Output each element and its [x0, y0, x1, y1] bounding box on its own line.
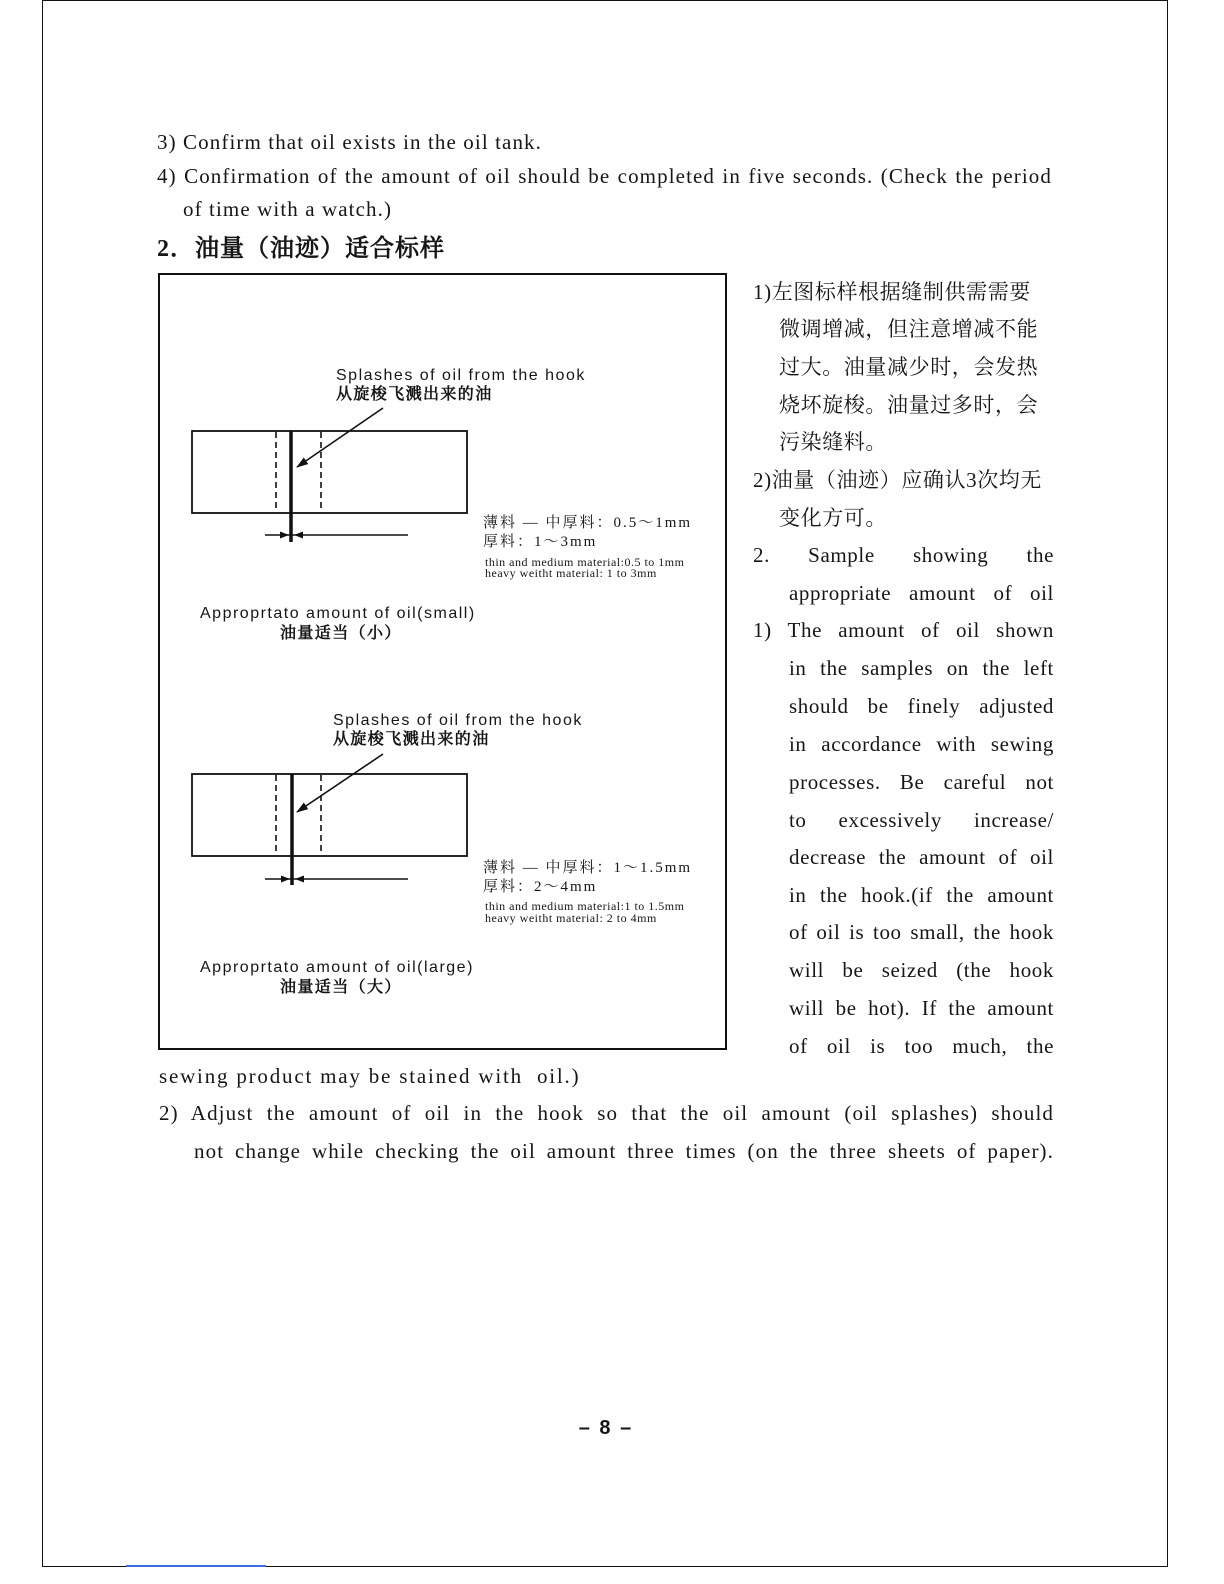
- sample-large-leader-arrow: [297, 754, 383, 812]
- sample-small-spec-en-line-2: heavy weitht material: 1 to 3mm: [485, 566, 657, 580]
- sample-small-callout-zh: 从旋梭飞溅出来的油: [336, 386, 493, 403]
- side-note-en-line-9: decrease the amount of oil: [789, 845, 1054, 869]
- step-2-text-line-1: 2) Adjust the amount of oil in the hook so that the oil amount (oil splashes) should: [159, 1101, 1054, 1125]
- side-note-zh-line-2: 微调增减，但注意增减不能: [779, 317, 1039, 341]
- side-note-en-line-12: will be seized (the hook: [789, 958, 1054, 982]
- sample-large-callout-zh: 从旋梭飞溅出来的油: [333, 731, 490, 748]
- intro-step-4-text-line-1: 4) Confirmation of the amount of oil should be completed in five seconds. (Check the period: [157, 164, 1052, 188]
- side-note-en-line-14: of oil is too much, the: [789, 1034, 1054, 1058]
- side-note-zh-line-4: 烧坏旋梭。油量过多时，会: [779, 393, 1039, 417]
- sample-small-spec-zh-line-2: 厚料：1～3mm: [483, 534, 598, 550]
- side-note-en-line-5: should be finely adjusted: [789, 694, 1054, 718]
- side-note-en-line-4: in the samples on the left: [789, 656, 1054, 680]
- intro-step-3-text: 3) Confirm that oil exists in the oil tank.: [157, 130, 543, 154]
- side-note-en-line-8: to excessively increase/: [789, 808, 1054, 832]
- step-2-text-line-2: not change while checking the oil amount three times (on the three sheets of paper).: [194, 1139, 1054, 1163]
- side-note-zh-line-1: 1)左图标样根据缝制供需需要: [753, 280, 1031, 304]
- section-heading: 2．油量（油迹）适合标样: [157, 236, 445, 262]
- side-note-zh-line-6: 2)油量（油迹）应确认3次均无: [753, 468, 1042, 492]
- side-note-zh-line-3: 过大。油量减少时，会发热: [779, 355, 1039, 379]
- side-note-en-line-1: 2. Sample showing the: [753, 543, 1054, 567]
- side-note-zh-line-7: 变化方可。: [779, 506, 887, 530]
- side-note-zh-line-5: 污染缝料。: [779, 430, 887, 454]
- sample-large-spec-en-line-2: heavy weitht material: 2 to 4mm: [485, 911, 657, 925]
- side-note-en-line-2: appropriate amount of oil: [789, 581, 1054, 605]
- side-note-en-line-13: will be hot). If the amount: [789, 996, 1054, 1020]
- sample-small-measure-arrow-right: [294, 532, 303, 539]
- sample-large-spec-zh-line-1: 薄料 — 中厚料：1～1.5mm: [483, 860, 693, 876]
- sample-large-caption-en: Approprtato amount of oil(large): [200, 959, 474, 976]
- page-number: – 8 –: [578, 1417, 634, 1439]
- sample-small-spec-zh-line-1: 薄料 — 中厚料：0.5～1mm: [483, 515, 693, 531]
- sample-small-caption-en: Approprtato amount of oil(small): [200, 605, 476, 622]
- sample-large-measure-arrow-left: [281, 876, 290, 883]
- side-note-en-line-3: 1) The amount of oil shown: [753, 618, 1054, 642]
- continuation-text-line: sewing product may be stained with oil.): [159, 1064, 581, 1088]
- sample-large-measure-arrow-right: [295, 876, 304, 883]
- intro-step-4-text-line-2: of time with a watch.): [183, 197, 393, 221]
- sample-small-material-rect: [192, 431, 467, 513]
- side-note-en-line-6: in accordance with sewing: [789, 732, 1054, 756]
- sample-large-spec-en-line-1: thin and medium material:1 to 1.5mm: [485, 899, 685, 913]
- sample-large-callout-en: Splashes of oil from the hook: [333, 712, 583, 729]
- sample-small-callout-en: Splashes of oil from the hook: [336, 367, 586, 384]
- sample-small-caption-zh: 油量适当（小）: [280, 625, 402, 642]
- sample-large-spec-zh-line-2: 厚料：2～4mm: [483, 879, 598, 895]
- side-note-en-line-10: in the hook.(if the amount: [789, 883, 1054, 907]
- side-note-en-line-7: processes. Be careful not: [789, 770, 1054, 794]
- sample-large-material-rect: [192, 774, 467, 856]
- sample-small-leader-arrow: [297, 408, 383, 467]
- sample-small-measure-arrow-left: [280, 532, 289, 539]
- sample-small-spec-en-line-1: thin and medium material:0.5 to 1mm: [485, 555, 685, 569]
- sample-large-caption-zh: 油量适当（大）: [280, 979, 402, 996]
- side-note-en-line-11: of oil is too small, the hook: [789, 920, 1054, 944]
